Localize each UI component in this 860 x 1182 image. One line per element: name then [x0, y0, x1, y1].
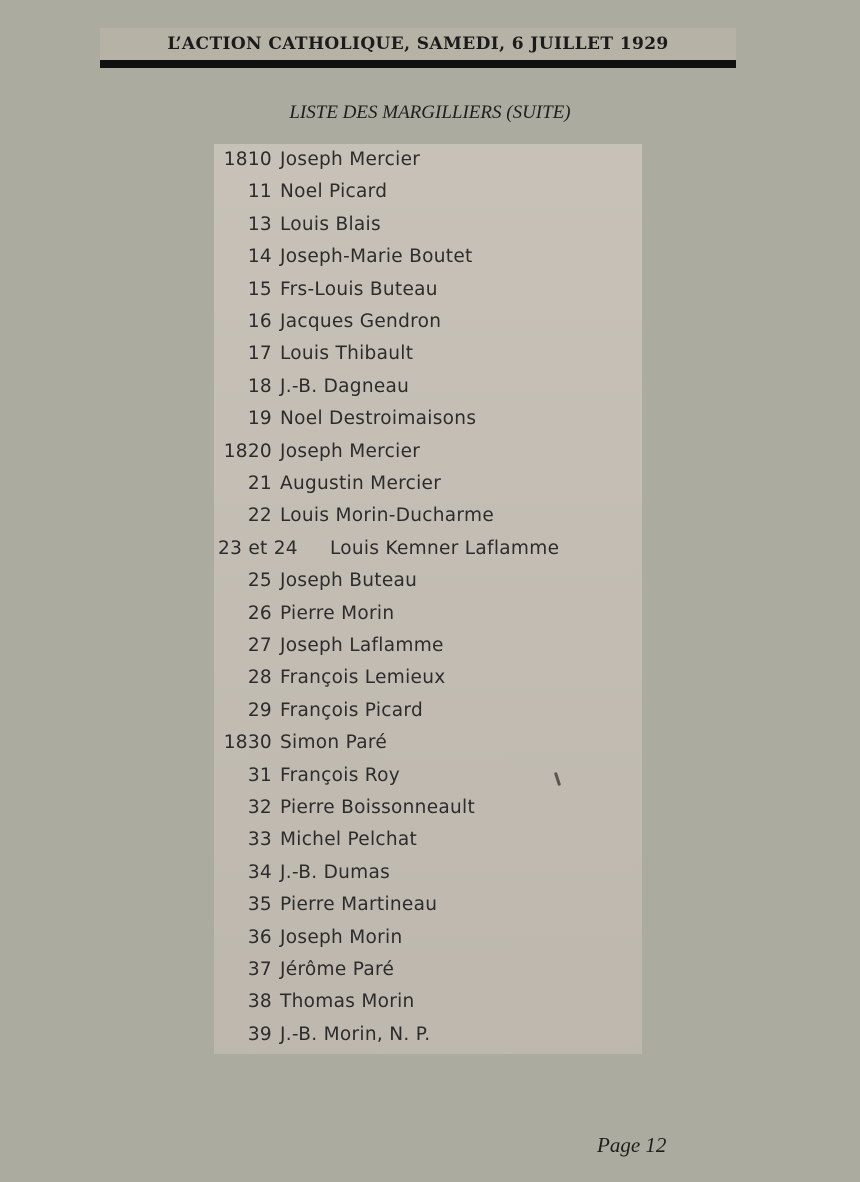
entry-name: Joseph Mercier — [280, 440, 421, 462]
entry-name: Thomas Morin — [280, 991, 415, 1013]
list-item — [214, 1019, 642, 1051]
list-item — [214, 500, 642, 532]
list-item — [214, 857, 642, 889]
entry-name: Joseph-Marie Boutet — [280, 246, 473, 268]
entry-name: François Roy — [280, 764, 401, 786]
entry-year: 11 — [247, 181, 272, 203]
entry-name: Michel Pelchat — [280, 829, 418, 851]
newspaper-masthead — [100, 28, 736, 68]
list-item — [214, 533, 642, 565]
entry-year: 29 — [247, 699, 272, 721]
entry-name: Pierre Morin — [280, 602, 395, 624]
entry-year: 1820 — [223, 440, 272, 462]
entry-name: François Lemieux — [280, 667, 446, 689]
list-item — [214, 954, 642, 986]
entry-year: 31 — [247, 764, 272, 786]
entry-name: Simon Paré — [280, 732, 388, 754]
list-item — [214, 792, 642, 824]
entry-name: Louis Blais — [280, 213, 381, 235]
list-item — [214, 338, 642, 370]
page-number: Page 12 — [597, 1133, 667, 1157]
list-item — [214, 986, 642, 1018]
entry-year: 1830 — [223, 732, 272, 754]
masthead-text: L’ACTION CATHOLIQUE, SAMEDI, 6 JUILLET 1929 — [167, 34, 669, 54]
entry-name: J.-B. Morin, N. P. — [280, 1023, 431, 1045]
entry-name: Pierre Martineau — [280, 894, 438, 916]
list-item — [214, 630, 642, 662]
list-item — [214, 760, 642, 792]
entry-year: 36 — [247, 926, 272, 948]
entry-name: Augustin Mercier — [280, 473, 442, 494]
list-item — [214, 241, 642, 273]
entry-name: J.-B. Dagneau — [280, 375, 410, 397]
entry-year: 14 — [247, 246, 272, 268]
entry-year: 38 — [247, 991, 272, 1013]
list-item — [214, 889, 642, 921]
entry-year: 26 — [247, 602, 272, 624]
entry-name: Louis Morin-Ducharme — [280, 505, 494, 527]
list-item — [214, 144, 642, 176]
entry-name: Pierre Boissonneault — [280, 797, 476, 818]
entry-year: 28 — [247, 667, 272, 689]
list-item — [214, 306, 642, 338]
entry-name: Joseph Morin — [280, 926, 403, 948]
entry-year: 16 — [247, 311, 272, 332]
entry-name: Frs-Louis Buteau — [280, 278, 438, 300]
entry-year: 37 — [247, 959, 272, 980]
entry-name: Noel Picard — [280, 181, 388, 203]
entry-name: Louis Thibault — [280, 343, 414, 365]
list-item — [214, 468, 642, 500]
entry-year: 23 et 24 — [218, 537, 298, 559]
entry-name: J.-B. Dumas — [280, 861, 391, 883]
entry-year: 34 — [247, 861, 272, 883]
entry-year: 35 — [247, 894, 272, 916]
list-item — [214, 371, 642, 403]
entry-year: 21 — [247, 473, 272, 494]
entry-name: François Picard — [280, 699, 424, 721]
entry-name: Joseph Mercier — [280, 149, 421, 170]
entry-year: 22 — [247, 505, 272, 527]
entry-year: 1810 — [223, 149, 272, 170]
entry-name: Jacques Gendron — [280, 311, 442, 332]
list-item — [214, 565, 642, 597]
entry-year: 17 — [247, 343, 272, 365]
entry-name: Joseph Laflamme — [280, 635, 444, 656]
entry-name: Louis Kemner Laflamme — [330, 537, 560, 559]
list-item — [214, 176, 642, 208]
entry-name: Joseph Buteau — [280, 570, 418, 592]
entry-year: 25 — [247, 570, 272, 592]
list-item — [214, 662, 642, 694]
entry-name: Jérôme Paré — [280, 959, 395, 980]
entry-year: 33 — [247, 829, 272, 851]
entry-year: 18 — [247, 375, 272, 397]
entry-year: 32 — [247, 797, 272, 818]
entry-name: Noel Destroimaisons — [280, 408, 477, 430]
entry-year: 27 — [247, 635, 272, 656]
list-item — [214, 824, 642, 856]
entry-year: 13 — [247, 213, 272, 235]
entry-year: 15 — [247, 278, 272, 300]
list-item — [214, 403, 642, 435]
newspaper-clipping — [214, 144, 642, 1054]
entry-year: 39 — [247, 1023, 272, 1045]
entry-year: 19 — [247, 408, 272, 430]
list-item — [214, 695, 642, 727]
list-item — [214, 727, 642, 759]
list-title: LISTE DES MARGILLIERS (SUITE) — [289, 102, 571, 123]
list-item — [214, 436, 642, 468]
list-item — [214, 922, 642, 954]
list-item — [214, 209, 642, 241]
list-item — [214, 274, 642, 306]
list-item — [214, 598, 642, 630]
